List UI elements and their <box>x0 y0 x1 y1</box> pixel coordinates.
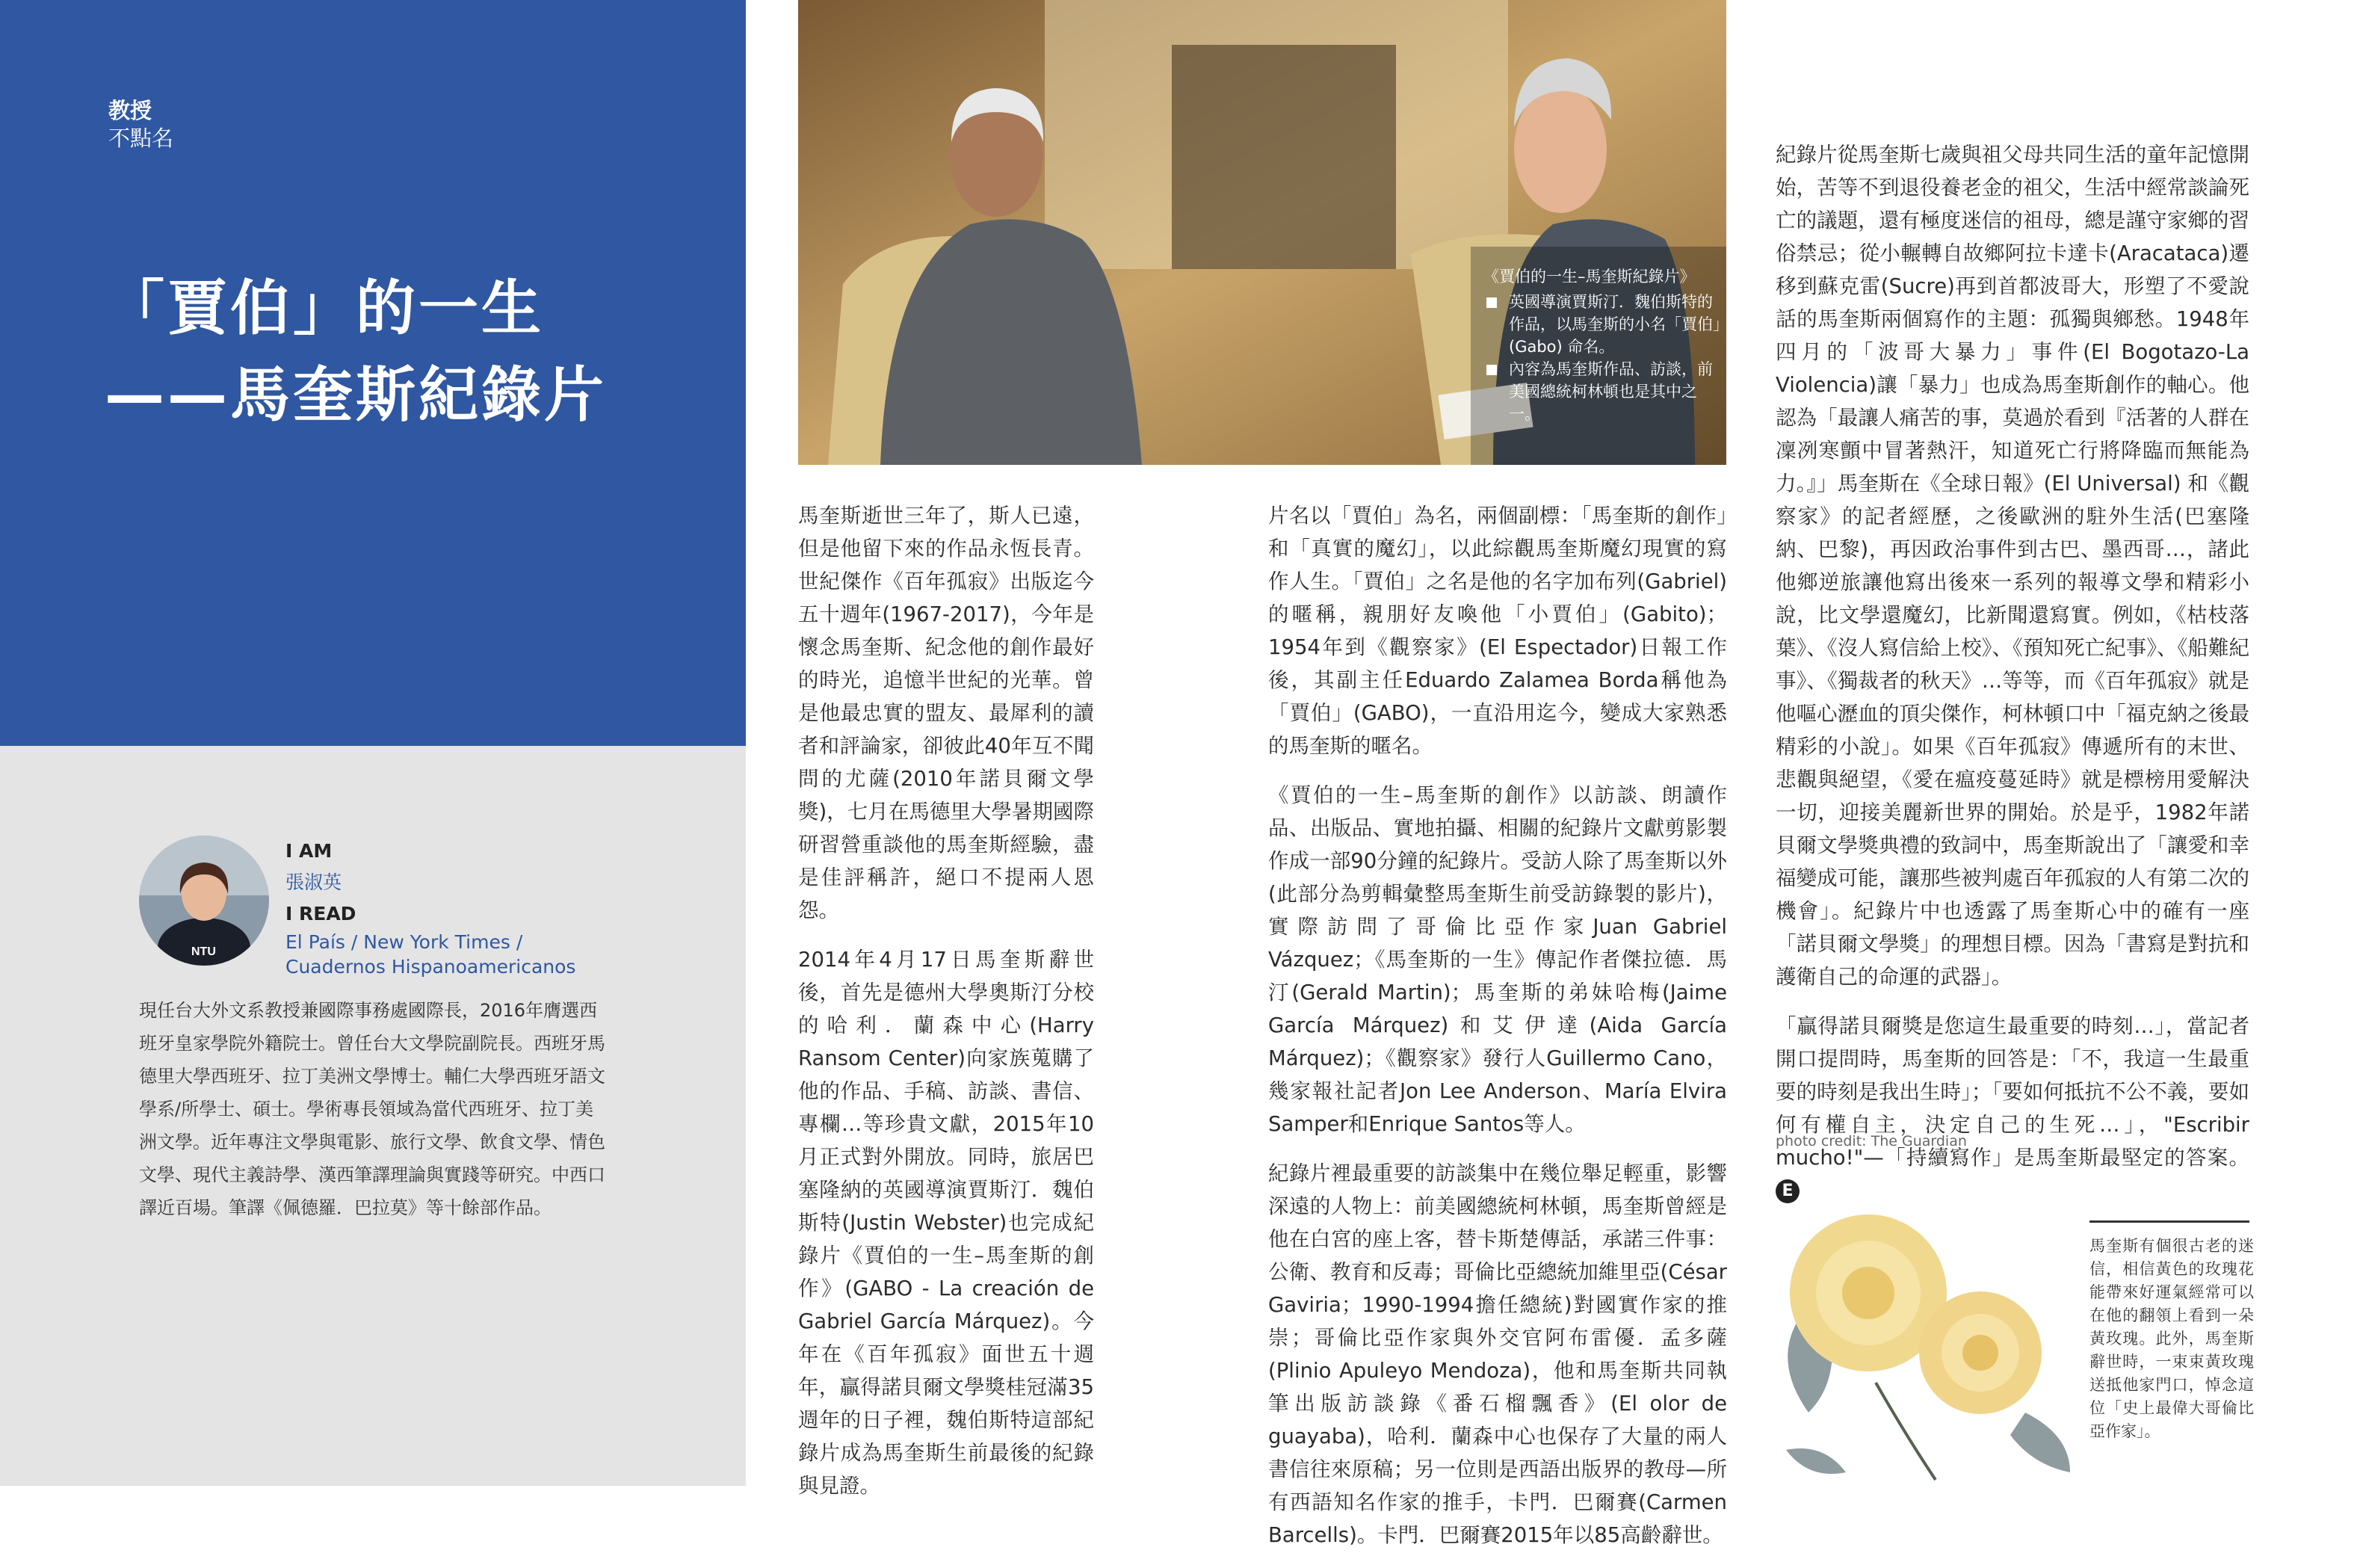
author-portrait-image <box>139 836 269 966</box>
rose-icon <box>1756 1166 2085 1486</box>
paragraph-text: 「贏得諾貝爾獎是您這生最重要的時刻…」，當記者開口提問時，馬奎斯的回答是：「不，我這一生最重要的時刻是我出生時」；「要如何抵抗不公不義，要如何有權自主，決定自己的生死…」，"Escribir mucho!"—「持續寫作」是馬奎斯最堅定的答案。 <box>1776 1014 2249 1170</box>
paragraph: 紀錄片裡最重要的訪談集中在幾位舉足輕重，影響深遠的人物上：前美國總統柯林頓，馬奎斯曾經是他在白宮的座上客，替卡斯楚傳話，承諾三件事：公衛、教育和反毒；哥倫比亞總統加維里亞(César Gaviria；1990-1994擔任總統)對國實作家的推崇；哥倫比亞作家與外交官阿布雷優．孟多薩(Plinio Apuleyo Mendoza)，他和馬奎斯共同執筆出版訪談錄《番石榴飄香》(El olor de guayaba)，哈利．蘭森中心也保存了大量的兩人書信往來原稿；另一位則是西語出版界的教母—所有西語知名作家的推手，卡門．巴爾賽(Carmen Barcells)。卡門．巴爾賽2015年以85高齡辭世。 <box>1268 1161 1727 1547</box>
paragraph: 片名以「賈伯」為名，兩個副標：「馬奎斯的創作」和「真實的魔幻」，以此綜觀馬奎斯魔幻現實的寫作人生。「賈伯」之名是他的名字加布列(Gabriel)的暱稱，親朋好友喚他「小賈伯」(Gabito)；1954年到《觀察家》(El Espectador)日報工作後，其副主任Eduardo Zalamea Borda稱他為「賈伯」(GABO)，一直沿用迄今，變成大家熟悉的馬奎斯的暱名。 <box>1268 504 1727 758</box>
photo-caption-bullet-1: 英國導演賈斯汀．魏伯斯特的作品，以馬奎斯的小名「賈伯」(Gabo) 命名。 <box>1483 291 1723 358</box>
title-line-1: 「賈伯」的一生 <box>105 274 544 343</box>
author-name: 張淑英 <box>285 871 342 893</box>
yellow-rose-illustration <box>1756 1166 2085 1486</box>
paragraph: 《賈伯的一生–馬奎斯的創作》以訪談、朗讀作品、出版品、實地拍攝、相關的紀錄片文獻剪影製作成一部90分鐘的紀錄片。受訪人除了馬奎斯以外(此部分為剪輯彙整馬奎斯生前受訪錄製的影片)，實際訪問了哥倫比亞作家Juan Gabriel Vázquez；《馬奎斯的一生》傳記作者傑拉德．馬汀(Gerald Martin)；馬奎斯的弟妹哈梅(Jaime García Márquez)和艾伊達(Aida García Márquez)；《觀察家》發行人Guillermo Cano，幾家報社記者Jon Lee Anderson、María Elvira Samper和Enrique Santos等人。 <box>1268 783 1727 1136</box>
paragraph: 馬奎斯逝世三年了，斯人已遠，但是他留下來的作品永恆長青。世紀傑作《百年孤寂》出版迄今五十週年(1967-2017)，今年是懷念馬奎斯、紀念他的創作最好的時光，追憶半世紀的光華。曾是他最忠實的盟友、最犀利的讀者和評論家，卻彼此40年互不聞問的尤薩(2010年諾貝爾文學獎)，七月在馬德里大學暑期國際研習營重談他的馬奎斯經驗，盡是佳評稱許，絕口不提兩人恩怨。 <box>798 504 1094 922</box>
author-avatar <box>139 836 269 966</box>
paragraph: 2014年4月17日馬奎斯辭世後，首先是德州大學奧斯汀分校的哈利．蘭森中心(Harry Ransom Center)向家族蒐購了他的作品、手稿、訪談、書信、專欄…等珍貴文獻，2015年10月正式對外開放。同時，旅居巴塞隆納的英國導演賈斯汀．魏伯斯特(Justin Webster)也完成紀錄片《賈伯的一生–馬奎斯的創作》(GABO - La creación de Gabriel García Márquez)。今年在《百年孤寂》面世五十週年，贏得諾貝爾文學獎桂冠滿35週年的日子裡，魏伯斯特這部紀錄片成為馬奎斯生前最後的紀錄與見證。 <box>798 948 1094 1498</box>
column-label: 教授 <box>108 98 152 123</box>
body-column-1 <box>798 499 1094 1519</box>
column-kicker <box>108 97 173 152</box>
rose-caption: 馬奎斯有個很古老的迷信，相信黃色的玫瑰花能帶來好運氣經常可以在他的翻領上看到一朵黃玫瑰。此外，馬奎斯辭世時，一束束黃玫瑰送抵他家門口，悼念這位「史上最偉大哥倫比亞作家」。 <box>2089 1237 2254 1440</box>
svg-text:NTU: NTU <box>191 945 216 958</box>
paragraph: 紀錄片從馬奎斯七歲與祖父母共同生活的童年記憶開始，苦等不到退役養老金的祖父，生活中經常談論死亡的議題，還有極度迷信的祖母，總是謹守家鄉的習俗禁忌；從小輾轉自故鄉阿拉卡達卡(Aracataca)遷移到蘇克雷(Sucre)再到首都波哥大，形塑了不愛說話的馬奎斯兩個寫作的主題：孤獨與鄉愁。1948年四月的「波哥大暴力」事件(El Bogotazo-La Violencia)讓「暴力」也成為馬奎斯創作的軸心。他認為「最讓人痛苦的事，莫過於看到『活著的人群在凜冽寒顫中冒著熱汗，知道死亡行將降臨而無能為力。』」馬奎斯在《全球日報》(El Universal) 和《觀察家》的記者經歷，之後歐洲的駐外生活(巴塞隆納、巴黎)，再因政治事件到古巴、墨西哥…，諸此他鄉逆旅讓他寫出後來一系列的報導文學和精彩小說，比文學還魔幻，比新聞還寫實。例如，《枯枝落葉》、《沒人寫信給上校》、《預知死亡紀事》、《船難紀事》、《獨裁者的秋天》…等等，而《百年孤寂》就是他嘔心瀝血的頂尖傑作，柯林頓口中「福克納之後最精彩的小說」。如果《百年孤寂》傳遞所有的末世、悲觀與絕望，《愛在瘟疫蔓延時》就是標榜用愛解決一切，迎接美麗新世界的開始。於是乎，1982年諾貝爾文學獎典禮的致詞中，馬奎斯說出了「讓愛和幸福變成可能，讓那些被判處百年孤寂的人有第二次的機會」。紀錄片中也透露了馬奎斯心中的確有一座「諾貝爾文學獎」的理想目標。因為「書寫是對抗和護衛自己的命運的武器」。 <box>1776 143 2249 989</box>
iam-label: I AM <box>285 840 333 862</box>
divider <box>2089 1220 2249 1223</box>
column-sublabel: 不點名 <box>108 126 174 151</box>
author-reads-1: El País / New York Times / <box>285 931 523 953</box>
photo-caption <box>1483 265 1723 425</box>
photo-caption-title: 《賈伯的一生–馬奎斯紀錄片》 <box>1483 268 1696 285</box>
author-bio: 現任台大外文系教授兼國際事務處國際長，2016年膺選西班牙皇家學院外籍院士。曾任台大文學院副院長。西班牙馬德里大學西班牙、拉丁美洲文學博士。輔仁大學西班牙語文學系/所學士、碩士。學術專長領域為當代西班牙、拉丁美洲文學。近年專注文學與電影、旅行文學、飲食文學、情色文學、現代主義詩學、漢西筆譯理論與實踐等研究。中西口譯近百場。筆譯《佩德羅．巴拉莫》等十餘部作品。 <box>139 1000 605 1218</box>
photo-credit: photo credit: The Guardian <box>1776 1133 1967 1149</box>
circled-e-icon: E <box>1776 1179 1800 1203</box>
title-line-2: ——馬奎斯紀錄片 <box>105 360 607 430</box>
photo-caption-bullet-2: 內容為馬奎斯作品、訪談，前美國總統柯林頓也是其中之一。 <box>1483 358 1723 425</box>
iread-label: I READ <box>285 903 356 925</box>
body-column-3 <box>1776 138 2249 1223</box>
body-column-2 <box>1268 499 1727 1568</box>
author-info <box>285 836 575 979</box>
article-title <box>105 265 607 439</box>
author-reads-2: Cuadernos Hispanoamericanos <box>285 956 576 978</box>
